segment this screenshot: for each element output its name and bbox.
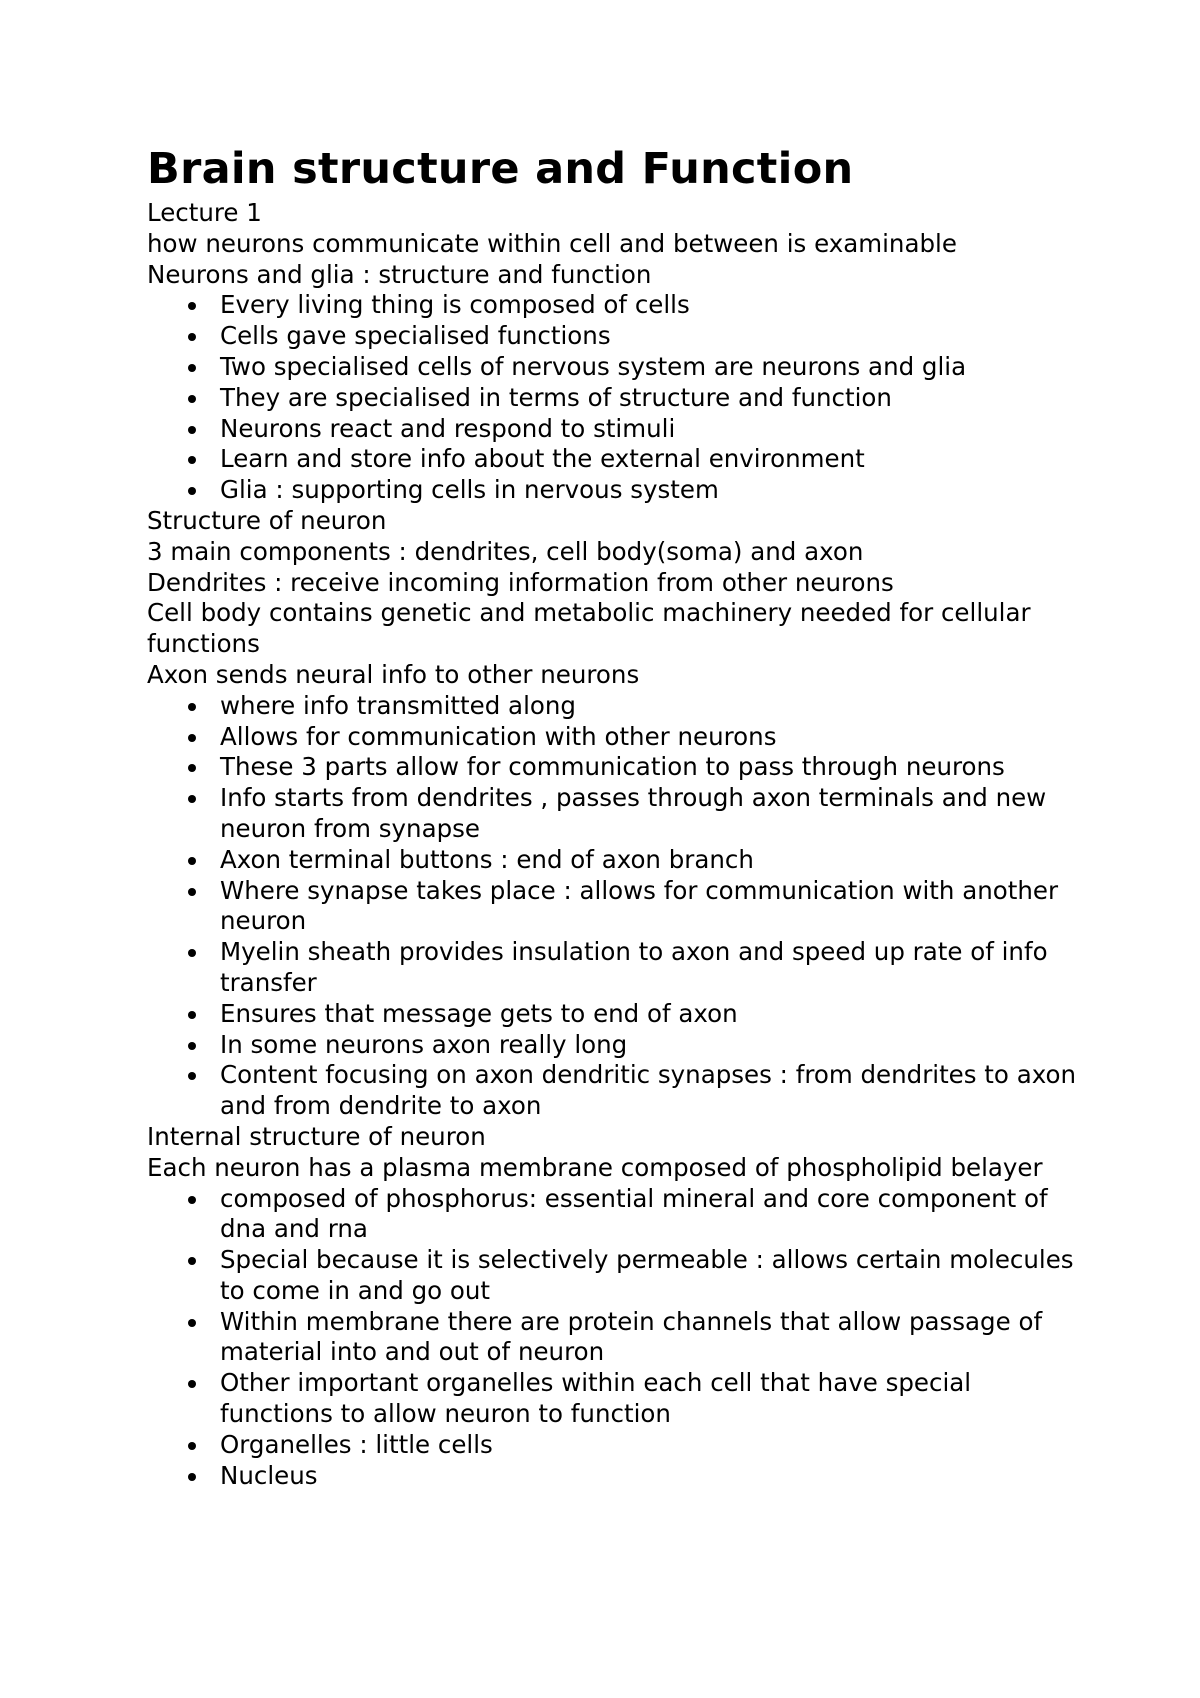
list-item bbox=[147, 1184, 1077, 1246]
list-item-text: These 3 parts allow for communication to pass through neurons bbox=[220, 752, 1005, 782]
list-item bbox=[147, 845, 1077, 876]
bullet-icon bbox=[188, 703, 196, 711]
paragraph-line: 3 main components : dendrites, cell body(soma) and axon bbox=[147, 536, 864, 566]
list-item bbox=[147, 1461, 1077, 1492]
list-item bbox=[147, 444, 1077, 475]
list-item-text: Glia : supporting cells in nervous system bbox=[220, 475, 719, 505]
bullet-icon bbox=[188, 795, 196, 803]
list-item bbox=[147, 937, 1077, 999]
bullet-icon bbox=[188, 395, 196, 403]
list-item-text: Myelin sheath provides insulation to axon and speed up rate of info transfer bbox=[220, 937, 1048, 997]
bullet-icon bbox=[188, 1442, 196, 1450]
list-item bbox=[147, 352, 1077, 383]
list-item-text: Cells gave specialised functions bbox=[220, 321, 611, 351]
bullet-icon bbox=[188, 456, 196, 464]
list-item bbox=[147, 1430, 1077, 1461]
list-item-text: Axon terminal buttons : end of axon branch bbox=[220, 844, 754, 874]
document-title: Brain structure and Function bbox=[147, 144, 854, 194]
bullet-icon bbox=[188, 1473, 196, 1481]
bullet-icon bbox=[188, 734, 196, 742]
bullet-icon bbox=[188, 1319, 196, 1327]
bullet-list bbox=[147, 1184, 1077, 1492]
list-item-text: where info transmitted along bbox=[220, 690, 576, 720]
bullet-icon bbox=[188, 1196, 196, 1204]
list-item-text: Learn and store info about the external environment bbox=[220, 444, 865, 474]
list-item-text: Every living thing is composed of cells bbox=[220, 290, 690, 320]
bullet-icon bbox=[188, 364, 196, 372]
list-item bbox=[147, 1245, 1077, 1307]
bullet-icon bbox=[188, 764, 196, 772]
paragraph-line: Neurons and glia : structure and function bbox=[147, 259, 652, 289]
list-item bbox=[147, 321, 1077, 352]
list-item-text: Info starts from dendrites , passes through axon terminals and new neuron from synapse bbox=[220, 783, 1047, 843]
document-page bbox=[147, 140, 1077, 1491]
list-item-text: Special because it is selectively permeable : allows certain molecules to come in and go out bbox=[220, 1245, 1074, 1305]
bullet-icon bbox=[188, 487, 196, 495]
list-item-text: Two specialised cells of nervous system are neurons and glia bbox=[220, 351, 967, 381]
list-item bbox=[147, 1307, 1077, 1369]
list-item-text: composed of phosphorus: essential mineral and core component of dna and rna bbox=[220, 1183, 1048, 1244]
paragraph-line: Each neuron has a plasma membrane composed of phospholipid belayer bbox=[147, 1152, 1043, 1182]
list-item-text: They are specialised in terms of structure and function bbox=[220, 382, 892, 412]
bullet-icon bbox=[188, 333, 196, 341]
paragraph-line: Lecture 1 bbox=[147, 198, 262, 227]
bullet-icon bbox=[188, 1380, 196, 1388]
list-item-text: Nucleus bbox=[220, 1460, 318, 1490]
bullet-icon bbox=[188, 888, 196, 896]
list-item-text: In some neurons axon really long bbox=[220, 1029, 628, 1059]
list-item bbox=[147, 999, 1077, 1030]
list-item-text: Allows for communication with other neurons bbox=[220, 721, 777, 751]
list-item bbox=[147, 1368, 1077, 1430]
bullet-icon bbox=[188, 1257, 196, 1265]
paragraph-line: how neurons communicate within cell and between is examinable bbox=[147, 228, 957, 258]
bullet-icon bbox=[188, 426, 196, 434]
paragraph-line: Cell body contains genetic and metabolic machinery needed for cellular functions bbox=[147, 598, 1031, 659]
list-item-text: Other important organelles within each cell that have special functions to allow neuron to function bbox=[220, 1368, 972, 1429]
list-item bbox=[147, 1030, 1077, 1061]
bullet-icon bbox=[188, 1042, 196, 1050]
list-item bbox=[147, 876, 1077, 938]
bullet-icon bbox=[188, 857, 196, 865]
bullet-icon bbox=[188, 949, 196, 957]
bullet-list bbox=[147, 691, 1077, 1122]
list-item-text: Where synapse takes place : allows for communication with another neuron bbox=[220, 875, 1059, 936]
list-item bbox=[147, 290, 1077, 321]
list-item-text: Within membrane there are protein channels that allow passage of material into and out of neuron bbox=[220, 1306, 1043, 1367]
paragraph-line: Structure of neuron bbox=[147, 505, 387, 535]
bullet-list bbox=[147, 290, 1077, 506]
list-item bbox=[147, 783, 1077, 845]
list-item bbox=[147, 691, 1077, 722]
list-item-text: Neurons react and respond to stimuli bbox=[220, 413, 676, 443]
paragraph-line: Axon sends neural info to other neurons bbox=[147, 659, 640, 689]
bullet-icon bbox=[188, 1072, 196, 1080]
list-item bbox=[147, 722, 1077, 753]
bullet-icon bbox=[188, 302, 196, 310]
document-body bbox=[147, 198, 1077, 1491]
paragraph-line: Internal structure of neuron bbox=[147, 1121, 486, 1151]
list-item bbox=[147, 475, 1077, 506]
paragraph-line: Dendrites : receive incoming information from other neurons bbox=[147, 567, 894, 597]
list-item-text: Organelles : little cells bbox=[220, 1429, 493, 1459]
list-item bbox=[147, 414, 1077, 445]
list-item-text: Ensures that message gets to end of axon bbox=[220, 998, 738, 1028]
list-item bbox=[147, 1060, 1077, 1122]
list-item bbox=[147, 752, 1077, 783]
list-item-text: Content focusing on axon dendritic synapses : from dendrites to axon and from dendrite to axon bbox=[220, 1060, 1076, 1121]
list-item bbox=[147, 383, 1077, 414]
bullet-icon bbox=[188, 1011, 196, 1019]
